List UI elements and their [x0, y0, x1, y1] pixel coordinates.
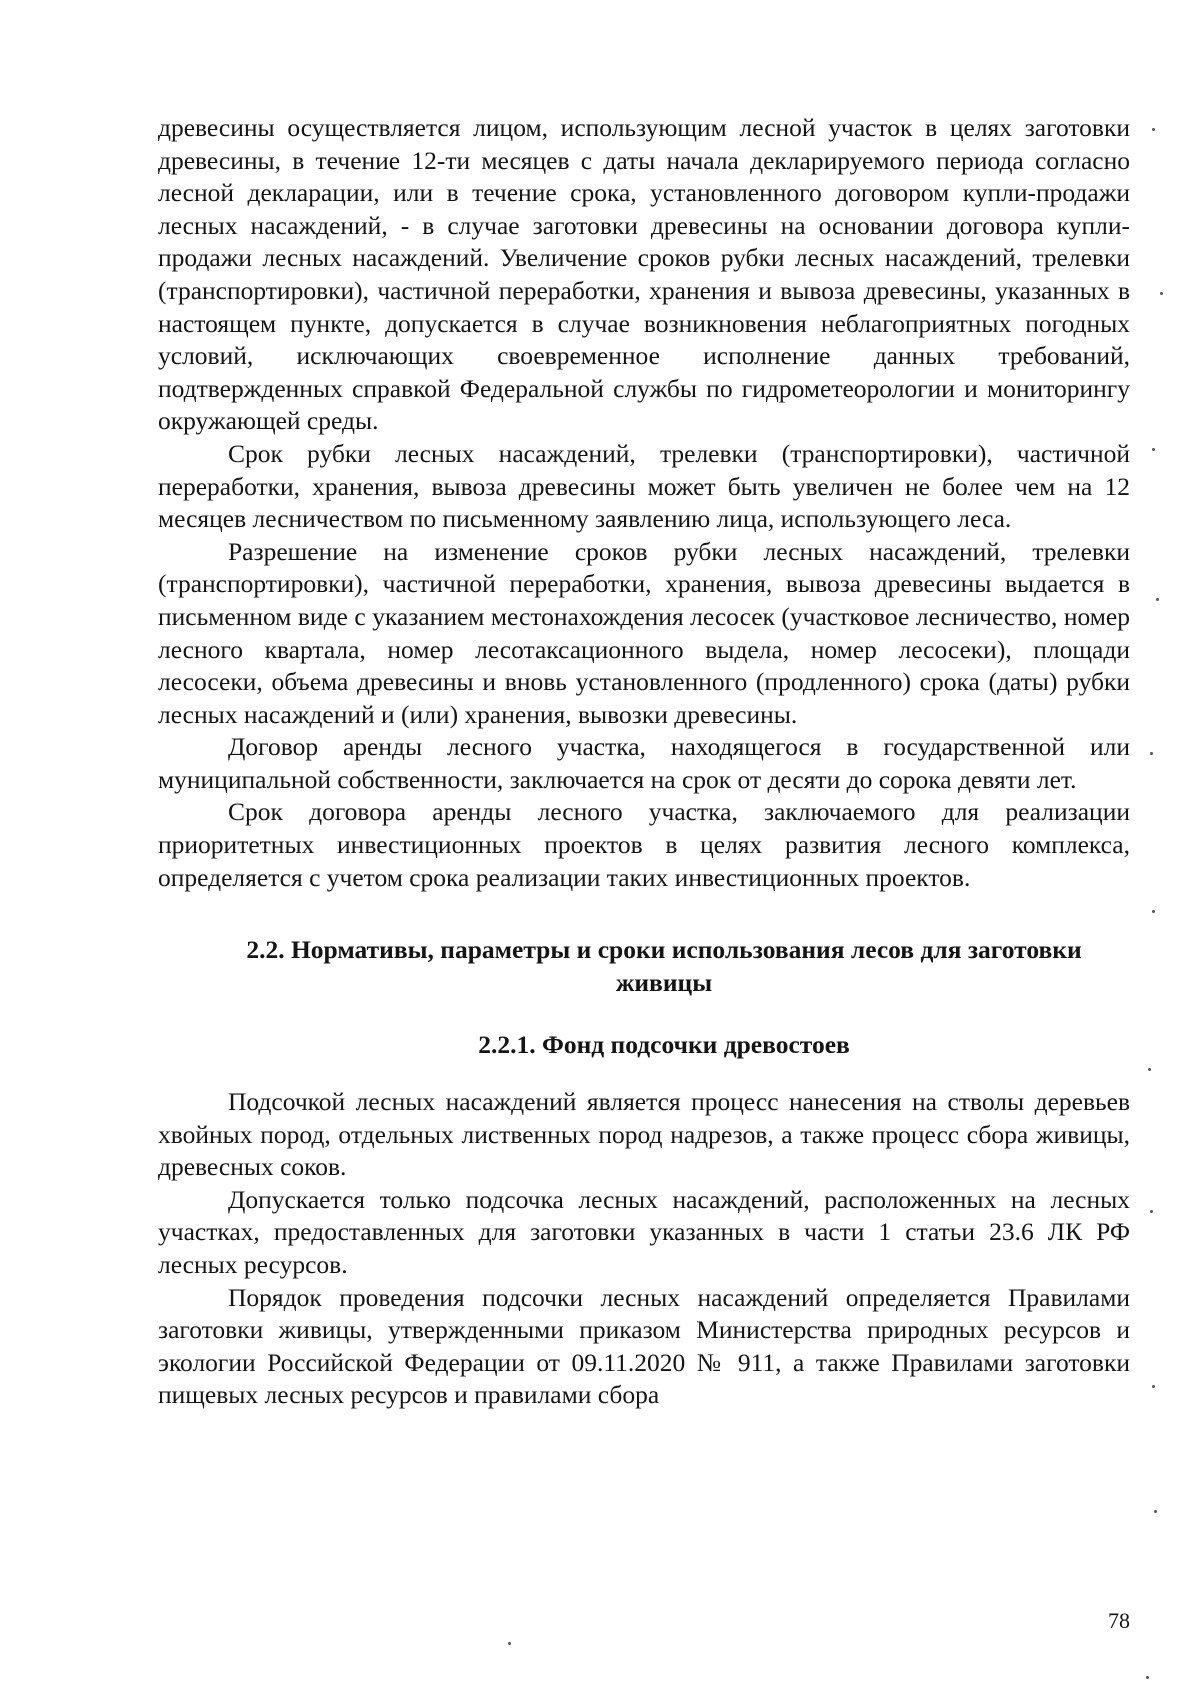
- page-number: 78: [1108, 1608, 1130, 1633]
- paragraph-5: Срок договора аренды лесного участка, заключаемого для реализации приоритетных инвестиционных проектов в целях развития лесного комплекса, определяется с учетом срока реализации таких инвестиционных проектов.: [158, 797, 1130, 892]
- scan-speck: [1148, 1068, 1151, 1071]
- scan-speck: [1154, 1510, 1157, 1513]
- page-content: [158, 112, 1130, 1412]
- scan-speck: [1146, 1676, 1149, 1679]
- paragraph-7: Допускается только подсочка лесных насаждений, расположенных на лесных участках, предоставленных для заготовки указанных в части 1 статьи 23.6 ЛК РФ лесных ресурсов.: [158, 1184, 1130, 1279]
- scan-speck: [1150, 1210, 1153, 1213]
- scan-speck: [1152, 910, 1155, 913]
- scan-speck: [1160, 292, 1163, 295]
- scan-speck: [1150, 752, 1153, 755]
- paragraph-1: древесины осуществляется лицом, использующим лесной участок в целях заготовки древесины, в течение 12-ти месяцев с даты начала декларируемого периода согласно лесной декларации, или в течение срока, установленного договором купли-продажи лесных насаждений, - в случае заготовки древесины на основании договора купли-продажи лесных насаждений. Увеличение сроков рубки лесных насаждений, трелевки (транспортировки), частичной переработки, хранения и вывоза древесины, указанных в настоящем пункте, допускается в случае возникновения неблагоприятных погодных условий, исключающих своевременное исполнение данных требований, подтвержденных справкой Федеральной службы по гидрометеорологии и мониторингу окружающей среды.: [158, 113, 1130, 436]
- paragraph-3: Разрешение на изменение сроков рубки лесных насаждений, трелевки (транспортировки), частичной переработки, хранения, вывоза древесины выдается в письменном виде с указанием местонахождения лесосек (участковое лесничество, номер лесного квартала, номер лесотаксационного выдела, номер лесосеки), площади лесосеки, объема древесины и вновь установленного (продленного) срока (даты) рубки лесных насаждений и (или) хранения, вывозки древесины.: [158, 536, 1130, 729]
- scan-speck: [1152, 128, 1155, 131]
- paragraph-4: Договор аренды лесного участка, находящегося в государственной или муниципальной собственности, заключается на срок от десяти до сорока девяти лет.: [158, 732, 1130, 794]
- section-heading: 2.2. Нормативы, параметры и сроки использования лесов для заготовки живицы: [246, 935, 1082, 997]
- paragraph-8: Порядок проведения подсочки лесных насаждений определяется Правилами заготовки живицы, утвержденными приказом Министерства природных ресурсов и экологии Российской Федерации от 09.11.2020 № 911, а также Правилами заготовки пищевых лесных ресурсов и правилами сбора: [158, 1282, 1130, 1410]
- scan-speck: [1152, 1385, 1155, 1388]
- scan-speck: [508, 1642, 511, 1645]
- paragraph-2: Срок рубки лесных насаждений, трелевки (транспортировки), частичной переработки, хранения, вывоза древесины может быть увеличен не более чем на 12 месяцев лесничеством по письменному заявлению лица, использующего леса.: [158, 438, 1130, 534]
- paragraph-6: Подсочкой лесных насаждений является процесс нанесения на стволы деревьев хвойных пород, отдельных лиственных пород надрезов, а также процесс сбора живицы, древесных соков.: [158, 1087, 1130, 1182]
- scan-speck: [1152, 448, 1155, 451]
- subsection-heading: 2.2.1. Фонд подсочки древостоев: [478, 1030, 850, 1060]
- scan-speck: [1156, 598, 1159, 601]
